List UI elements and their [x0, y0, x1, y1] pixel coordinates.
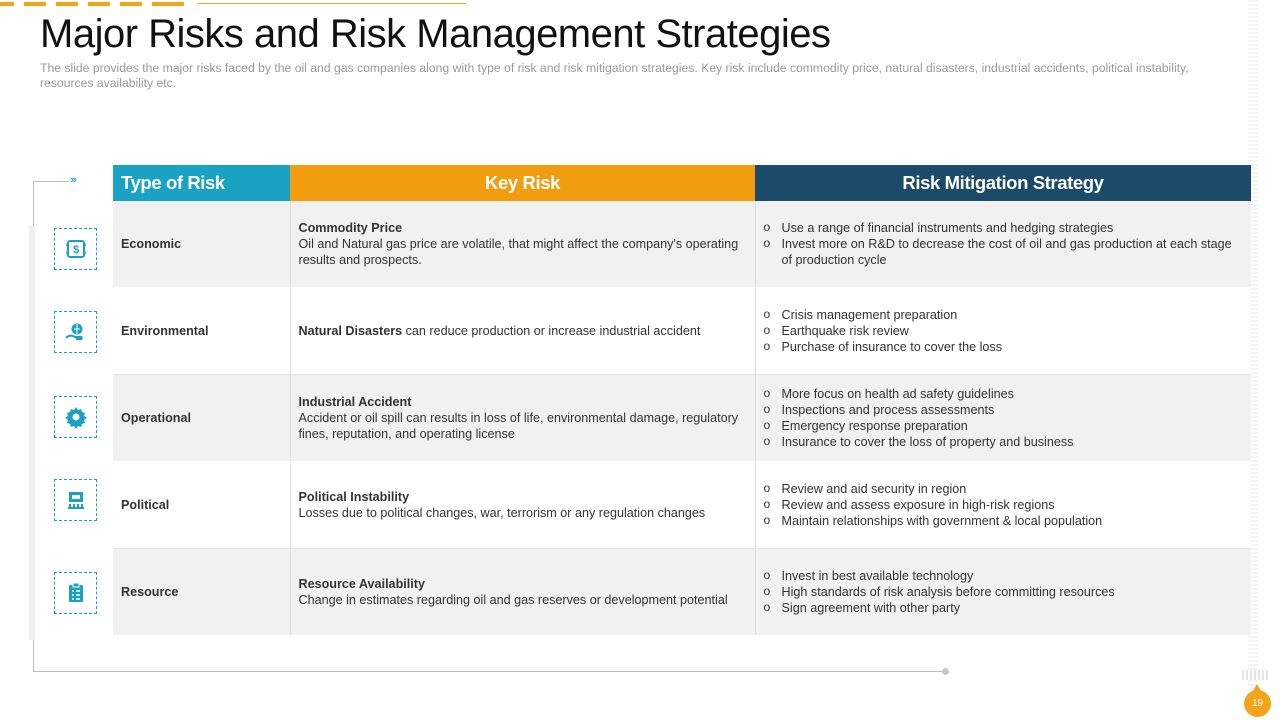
strategy-cell: [755, 462, 1251, 549]
key-risk-title: Commodity Price: [298, 221, 403, 235]
table-header-row: [113, 165, 1251, 201]
key-risk-cell: [290, 549, 755, 636]
risk-type: Environmental: [113, 288, 290, 375]
key-risk-description: Oil and Natural gas price are volatile, that might affect the company's operating results and prospects.: [298, 237, 739, 267]
strategy-item: o High standards of risk analysis before committing resources: [764, 584, 1244, 600]
strategy-item: o Maintain relationships with government & local population: [764, 513, 1244, 529]
risk-type: Resource: [113, 549, 290, 636]
key-risk-title: Industrial Accident: [298, 395, 412, 409]
clipboard-icon: [54, 572, 97, 614]
key-risk-cell: [290, 375, 755, 462]
strategy-item: o Review and aid security in region: [764, 481, 1244, 497]
table-row: [113, 375, 1251, 462]
strategy-list: [764, 307, 1244, 355]
key-risk-title: Political Instability: [298, 490, 410, 504]
strategy-item: o Emergency response preparation: [764, 418, 1244, 434]
strategy-item: o More focus on health ad safety guidelines: [764, 386, 1244, 402]
strategy-cell: [755, 288, 1251, 375]
table-row: [113, 201, 1251, 288]
table-row: [113, 288, 1251, 375]
podium-icon: [54, 479, 97, 521]
strategy-item: o Insurance to cover the loss of property and business: [764, 434, 1244, 450]
strategy-list: [764, 568, 1244, 616]
strategy-item: o Sign agreement with other party: [764, 600, 1244, 616]
strategy-item: o Use a range of financial instruments and hedging strategies: [764, 220, 1244, 236]
strategy-list: [764, 220, 1244, 268]
key-risk-title: Natural Disasters: [298, 324, 403, 338]
strategy-item: o Invest more on R&D to decrease the cost of oil and gas production at each stage of production cycle: [764, 236, 1244, 268]
page-number-badge: 19: [1244, 690, 1271, 717]
gear-icon: [54, 396, 97, 438]
key-risk-description: Change in estimates regarding oil and gas reserves or development potential: [298, 593, 728, 607]
bracket-line: [33, 181, 69, 182]
key-risk-description: can reduce production or increase industrial accident: [402, 324, 701, 338]
bracket-dot: [942, 668, 949, 675]
risk-table: [113, 165, 1251, 636]
key-risk-cell: [290, 288, 755, 375]
side-band: [29, 226, 35, 640]
header-risk-mitigation-strategy: Risk Mitigation Strategy: [755, 165, 1251, 201]
key-risk-title: Resource Availability: [298, 577, 425, 591]
strategy-list: [764, 386, 1244, 450]
strategy-item: o Earthquake risk review: [764, 323, 1244, 339]
strategy-item: o Crisis management preparation: [764, 307, 1244, 323]
key-risk-cell: [290, 462, 755, 549]
table-row: [113, 462, 1251, 549]
slide-title: Major Risks and Risk Management Strategies: [40, 12, 831, 56]
risk-type: Economic: [113, 201, 290, 288]
bracket-line: [33, 671, 945, 672]
header-type-of-risk: Type of Risk: [113, 165, 290, 201]
money-circuit-icon: [54, 228, 97, 270]
risk-type: Political: [113, 462, 290, 549]
chevrons-icon: ›››: [70, 174, 75, 186]
strategy-item: o Purchase of insurance to cover the loss: [764, 339, 1244, 355]
strategy-cell: [755, 375, 1251, 462]
key-risk-cell: [290, 201, 755, 288]
svg-text:$: $: [72, 244, 79, 256]
table-row: [113, 549, 1251, 636]
strategy-item: o Inspections and process assessments: [764, 402, 1244, 418]
strategy-cell: [755, 201, 1251, 288]
strategy-item: o Invest in best available technology: [764, 568, 1244, 584]
strategy-cell: [755, 549, 1251, 636]
key-risk-description: Losses due to political changes, war, terrorism or any regulation changes: [298, 506, 706, 520]
top-decoration: [0, 0, 470, 6]
globe-hand-icon: [54, 311, 97, 353]
key-risk-description: Accident or oil spill can results in loss of life, environmental damage, regulatory fines, reputation, and operating license: [298, 411, 739, 441]
corner-decoration: [1242, 670, 1270, 680]
header-key-risk: Key Risk: [290, 165, 755, 201]
risk-type: Operational: [113, 375, 290, 462]
strategy-list: [764, 481, 1244, 529]
strategy-item: o Review and assess exposure in high-risk regions: [764, 497, 1244, 513]
slide-subtitle: The slide provides the major risks faced by the oil and gas companies along with type of risk and risk mitigation strategies. Key risk include commodity price, natural disasters, industrial accidents, political instability, resources availability etc.: [40, 61, 1189, 90]
